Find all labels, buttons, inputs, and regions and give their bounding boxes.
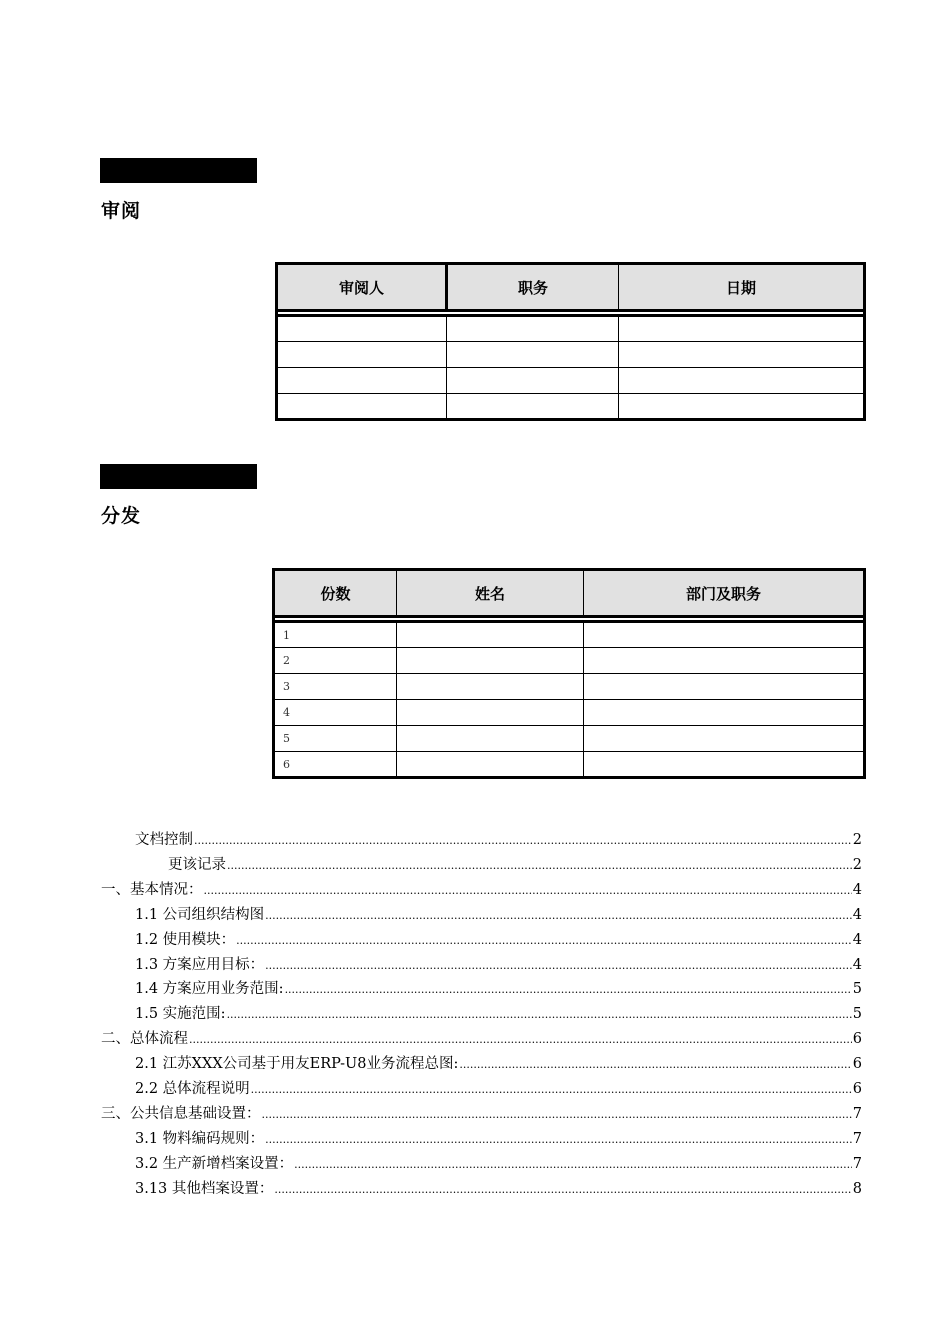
toc-entry-label: 1.3 方案应用目标： — [135, 956, 265, 973]
toc-entry[interactable] — [135, 1052, 862, 1076]
review-cell[interactable] — [619, 316, 865, 342]
toc-entry-label: 三、公共信息基础设置： — [101, 1105, 261, 1122]
toc-leader-dots — [189, 1033, 852, 1046]
toc-entry[interactable] — [135, 1177, 862, 1201]
toc-entry-page: 6 — [852, 1056, 862, 1073]
toc-leader-dots — [227, 1008, 852, 1021]
review-header-position: 职务 — [447, 264, 619, 311]
toc-leader-dots — [262, 1108, 852, 1121]
toc-leader-dots — [227, 859, 852, 872]
table-row — [274, 700, 865, 726]
distribution-cell[interactable] — [397, 674, 584, 700]
toc-leader-dots — [194, 834, 852, 847]
toc-leader-dots — [459, 1058, 851, 1071]
toc-entry-label: 2.2 总体流程说明 — [135, 1081, 250, 1097]
distribution-cell[interactable] — [584, 700, 865, 726]
toc-entry[interactable] — [135, 1002, 862, 1026]
distribution-copy-number[interactable]: 2 — [274, 648, 397, 674]
toc-entry-page: 2 — [852, 856, 862, 873]
toc-entry[interactable] — [135, 953, 862, 977]
section-bar-review — [100, 158, 257, 183]
toc-entry-page: 7 — [852, 1130, 862, 1147]
review-cell[interactable] — [619, 394, 865, 420]
section-title-review: 审阅 — [101, 200, 142, 222]
toc-entry-page: 6 — [852, 1081, 862, 1097]
toc-leader-dots — [204, 884, 852, 897]
distribution-header-name: 姓名 — [397, 570, 584, 617]
section-bar-distribution — [100, 464, 257, 489]
toc-entry-label: 文档控制 — [135, 832, 193, 848]
distribution-cell[interactable] — [584, 622, 865, 648]
review-cell[interactable] — [447, 394, 619, 420]
toc-entry[interactable] — [101, 1027, 862, 1051]
toc-entry-label: 3.13 其他档案设置： — [135, 1180, 274, 1197]
toc-entry-page: 5 — [852, 1006, 862, 1023]
review-header-reviewer: 审阅人 — [277, 264, 447, 311]
toc-entry-page: 4 — [852, 931, 862, 948]
table-row — [274, 674, 865, 700]
review-cell[interactable] — [447, 316, 619, 342]
distribution-table — [272, 568, 866, 779]
table-row — [277, 316, 865, 342]
toc-leader-dots — [265, 1133, 852, 1146]
toc-entry[interactable] — [135, 828, 862, 852]
toc-leader-dots — [251, 1083, 852, 1096]
toc-entry-label: 一、基本情况： — [101, 881, 203, 898]
toc-entry-page: 2 — [852, 832, 862, 848]
table-row — [277, 342, 865, 368]
table-row — [277, 394, 865, 420]
toc-entry-page: 6 — [852, 1031, 862, 1048]
review-cell[interactable] — [619, 342, 865, 368]
distribution-cell[interactable] — [397, 726, 584, 752]
toc-entry-page: 7 — [852, 1105, 862, 1122]
toc-leader-dots — [274, 1183, 851, 1196]
toc-entry[interactable] — [135, 1152, 862, 1176]
review-table — [275, 262, 866, 421]
toc-entry-label: 二、总体流程 — [101, 1031, 188, 1048]
toc-entry[interactable] — [101, 878, 862, 902]
toc-entry[interactable] — [135, 928, 862, 952]
toc-leader-dots — [236, 934, 852, 947]
toc-entry-label: 1.1 公司组织结构图 — [135, 906, 265, 923]
toc-leader-dots — [265, 909, 852, 922]
toc-entry-page: 4 — [852, 881, 862, 898]
distribution-copy-number[interactable]: 4 — [274, 700, 397, 726]
distribution-cell[interactable] — [584, 752, 865, 778]
toc-leader-dots — [294, 1158, 852, 1171]
review-cell[interactable] — [277, 394, 447, 420]
toc-leader-dots — [285, 983, 852, 996]
toc-entry[interactable] — [168, 853, 862, 877]
table-row — [274, 648, 865, 674]
toc-entry-label: 3.1 物料编码规则： — [135, 1130, 265, 1147]
toc-entry-label: 3.2 生产新增档案设置： — [135, 1155, 294, 1172]
distribution-cell[interactable] — [584, 648, 865, 674]
table-row — [274, 752, 865, 778]
review-cell[interactable] — [447, 368, 619, 394]
toc-entry[interactable] — [135, 903, 862, 927]
distribution-header-dept: 部门及职务 — [584, 570, 865, 617]
review-header-date: 日期 — [619, 264, 865, 311]
toc-leader-dots — [265, 959, 852, 972]
distribution-cell[interactable] — [397, 752, 584, 778]
toc-entry-label: 更该记录 — [168, 856, 226, 873]
toc-entry[interactable] — [135, 977, 862, 1001]
distribution-cell[interactable] — [584, 674, 865, 700]
toc-entry-page: 7 — [852, 1155, 862, 1172]
distribution-copy-number[interactable]: 5 — [274, 726, 397, 752]
distribution-cell[interactable] — [584, 726, 865, 752]
distribution-cell[interactable] — [397, 648, 584, 674]
review-cell[interactable] — [447, 342, 619, 368]
toc-entry[interactable] — [101, 1102, 862, 1126]
distribution-copy-number[interactable]: 1 — [274, 622, 397, 648]
table-row — [274, 726, 865, 752]
review-cell[interactable] — [277, 342, 447, 368]
section-title-distribution: 分发 — [101, 505, 142, 527]
distribution-cell[interactable] — [397, 622, 584, 648]
table-row — [277, 368, 865, 394]
toc-entry[interactable] — [135, 1127, 862, 1151]
toc-entry-page: 4 — [852, 956, 862, 973]
toc-entry[interactable] — [135, 1077, 862, 1101]
review-cell[interactable] — [619, 368, 865, 394]
distribution-header-copies: 份数 — [274, 570, 397, 617]
toc-entry-label: 1.2 使用模块： — [135, 931, 236, 948]
toc-entry-label: 2.1 江苏XXX公司基于用友ERP-U8业务流程总图: — [135, 1056, 459, 1073]
table-row — [274, 622, 865, 648]
distribution-copy-number[interactable]: 6 — [274, 752, 397, 778]
review-cell[interactable] — [277, 316, 447, 342]
toc-entry-page: 5 — [852, 981, 862, 998]
distribution-cell[interactable] — [397, 700, 584, 726]
toc-entry-label: 1.5 实施范围: — [135, 1006, 226, 1023]
toc-entry-page: 4 — [852, 906, 862, 923]
toc-entry-page: 8 — [852, 1180, 862, 1197]
toc-entry-label: 1.4 方案应用业务范围: — [135, 981, 284, 998]
distribution-copy-number[interactable]: 3 — [274, 674, 397, 700]
review-cell[interactable] — [277, 368, 447, 394]
